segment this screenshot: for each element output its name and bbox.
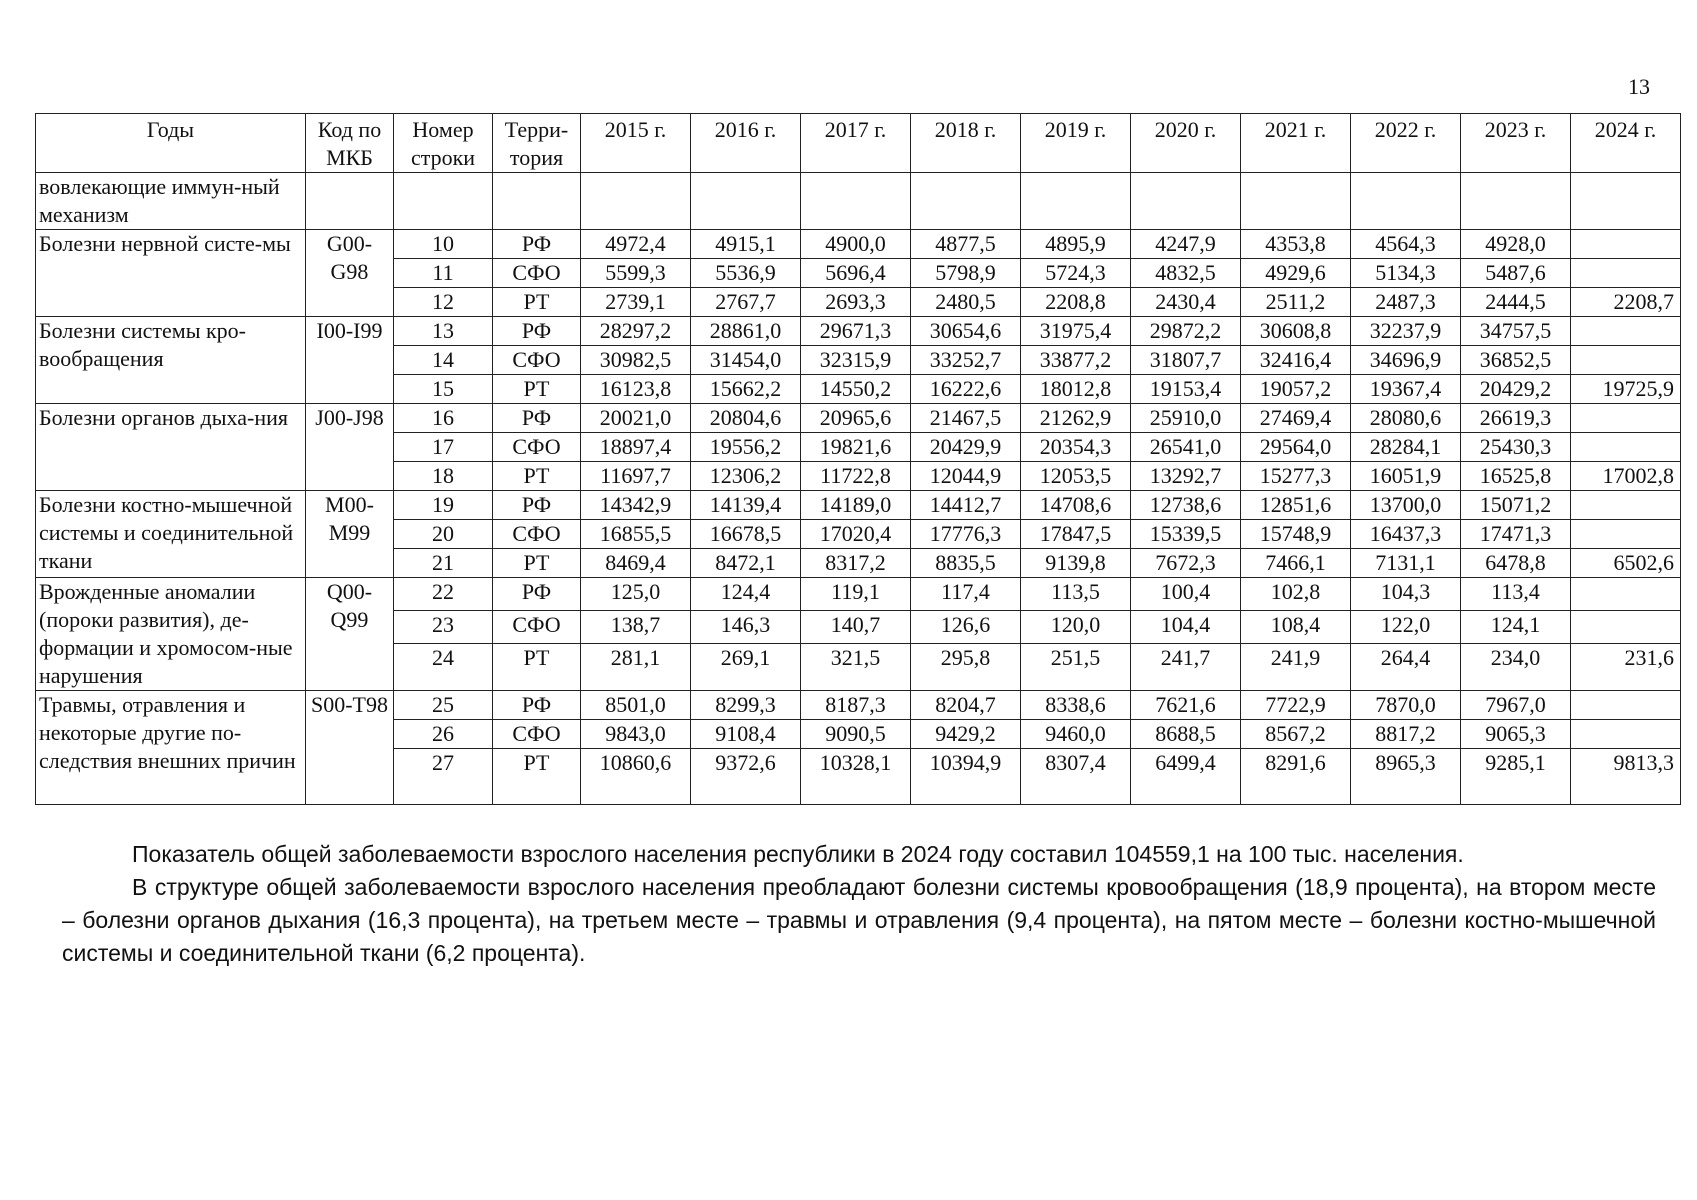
- table-row: [36, 578, 1681, 611]
- value-cell: 14412,7: [911, 491, 1021, 520]
- value-cell: [1571, 230, 1681, 259]
- value-cell: 281,1: [581, 643, 691, 690]
- value-cell: 16855,5: [581, 520, 691, 549]
- value-cell: 32315,9: [801, 346, 911, 375]
- territory-cell: СФО: [493, 259, 581, 288]
- value-cell: 26619,3: [1461, 404, 1571, 433]
- value-cell: 19057,2: [1241, 375, 1351, 404]
- value-cell: 30982,5: [581, 346, 691, 375]
- territory-cell: РФ: [493, 404, 581, 433]
- value-cell: 241,9: [1241, 643, 1351, 690]
- column-header: 2020 г.: [1131, 114, 1241, 173]
- column-header: 2023 г.: [1461, 114, 1571, 173]
- line-number-cell: 12: [394, 288, 493, 317]
- value-cell: 7967,0: [1461, 691, 1571, 720]
- value-cell: 7621,6: [1131, 691, 1241, 720]
- column-header: 2019 г.: [1021, 114, 1131, 173]
- column-header: Номер строки: [394, 114, 493, 173]
- value-cell: 17847,5: [1021, 520, 1131, 549]
- value-cell: 20429,2: [1461, 375, 1571, 404]
- value-cell: 34696,9: [1351, 346, 1461, 375]
- value-cell: 9372,6: [691, 749, 801, 805]
- line-number-cell: 27: [394, 749, 493, 805]
- territory-cell: РТ: [493, 643, 581, 690]
- value-cell: 32416,4: [1241, 346, 1351, 375]
- value-cell: 7466,1: [1241, 549, 1351, 578]
- value-cell: [1571, 317, 1681, 346]
- value-cell: 13292,7: [1131, 462, 1241, 491]
- empty-cell: [1131, 173, 1241, 230]
- value-cell: 6478,8: [1461, 549, 1571, 578]
- line-number-cell: 23: [394, 610, 493, 643]
- table-header-row: [36, 114, 1681, 173]
- page-number: 13: [1628, 74, 1650, 99]
- value-cell: 125,0: [581, 578, 691, 611]
- value-cell: 7870,0: [1351, 691, 1461, 720]
- value-cell: 5487,6: [1461, 259, 1571, 288]
- value-cell: 9065,3: [1461, 720, 1571, 749]
- value-cell: 113,5: [1021, 578, 1131, 611]
- value-cell: 20804,6: [691, 404, 801, 433]
- value-cell: 2693,3: [801, 288, 911, 317]
- column-header: Годы: [36, 114, 306, 173]
- line-number-cell: 15: [394, 375, 493, 404]
- territory-cell: РТ: [493, 288, 581, 317]
- value-cell: 21262,9: [1021, 404, 1131, 433]
- category-cell: Болезни костно-мышечной системы и соединительной ткани: [36, 491, 306, 578]
- value-cell: 8835,5: [911, 549, 1021, 578]
- value-cell: 14342,9: [581, 491, 691, 520]
- value-cell: [1571, 346, 1681, 375]
- category-cell: вовлекающие иммун-ный механизм: [36, 173, 306, 230]
- value-cell: 234,0: [1461, 643, 1571, 690]
- value-cell: 13700,0: [1351, 491, 1461, 520]
- value-cell: 19367,4: [1351, 375, 1461, 404]
- value-cell: 113,4: [1461, 578, 1571, 611]
- value-cell: 20429,9: [911, 433, 1021, 462]
- value-cell: 12053,5: [1021, 462, 1131, 491]
- value-cell: 12044,9: [911, 462, 1021, 491]
- value-cell: 251,5: [1021, 643, 1131, 690]
- icd-code-cell: G00-G98: [306, 230, 394, 317]
- value-cell: 4895,9: [1021, 230, 1131, 259]
- value-cell: 2480,5: [911, 288, 1021, 317]
- paragraph: В структуре общей заболеваемости взрослого населения преобладают болезни системы кровообращения (18,9 процента), на втором месте – болезни органов дыхания (16,3 процента), на третьем месте – травмы и отравления (9,4 процента), на пятом месте – болезни костно-мышечной системы и соединительной ткани (6,2 процента).: [62, 874, 1656, 966]
- value-cell: 2208,8: [1021, 288, 1131, 317]
- value-cell: 4564,3: [1351, 230, 1461, 259]
- value-cell: 122,0: [1351, 610, 1461, 643]
- icd-code-cell: S00-T98: [306, 691, 394, 805]
- value-cell: 12306,2: [691, 462, 801, 491]
- value-cell: 100,4: [1131, 578, 1241, 611]
- value-cell: 2208,7: [1571, 288, 1681, 317]
- line-number-cell: 26: [394, 720, 493, 749]
- value-cell: 138,7: [581, 610, 691, 643]
- territory-cell: РФ: [493, 491, 581, 520]
- category-cell: Врожденные аномалии (пороки развития), де-формации и хромосом-ные нарушения: [36, 578, 306, 691]
- value-cell: 15277,3: [1241, 462, 1351, 491]
- value-cell: 4353,8: [1241, 230, 1351, 259]
- value-cell: 15662,2: [691, 375, 801, 404]
- empty-cell: [1241, 173, 1351, 230]
- territory-cell: РТ: [493, 462, 581, 491]
- value-cell: 18897,4: [581, 433, 691, 462]
- value-cell: 8204,7: [911, 691, 1021, 720]
- value-cell: 33877,2: [1021, 346, 1131, 375]
- value-cell: 30608,8: [1241, 317, 1351, 346]
- value-cell: 19153,4: [1131, 375, 1241, 404]
- table-row: [36, 317, 1681, 346]
- value-cell: [1571, 433, 1681, 462]
- empty-cell: [1021, 173, 1131, 230]
- value-cell: 15339,5: [1131, 520, 1241, 549]
- column-header: Код по МКБ: [306, 114, 394, 173]
- value-cell: 31807,7: [1131, 346, 1241, 375]
- value-cell: 2739,1: [581, 288, 691, 317]
- column-header: 2022 г.: [1351, 114, 1461, 173]
- value-cell: 9285,1: [1461, 749, 1571, 805]
- territory-cell: РТ: [493, 375, 581, 404]
- value-cell: 20965,6: [801, 404, 911, 433]
- value-cell: 28080,6: [1351, 404, 1461, 433]
- value-cell: 9108,4: [691, 720, 801, 749]
- value-cell: 8501,0: [581, 691, 691, 720]
- value-cell: 5724,3: [1021, 259, 1131, 288]
- value-cell: 124,1: [1461, 610, 1571, 643]
- body-text: [62, 838, 1656, 970]
- value-cell: 6499,4: [1131, 749, 1241, 805]
- column-header: 2016 г.: [691, 114, 801, 173]
- value-cell: 5798,9: [911, 259, 1021, 288]
- icd-code-cell: M00-M99: [306, 491, 394, 578]
- territory-cell: РТ: [493, 549, 581, 578]
- value-cell: 10394,9: [911, 749, 1021, 805]
- value-cell: 17471,3: [1461, 520, 1571, 549]
- table-row: [36, 230, 1681, 259]
- value-cell: 28297,2: [581, 317, 691, 346]
- territory-cell: СФО: [493, 720, 581, 749]
- line-number-cell: 13: [394, 317, 493, 346]
- value-cell: 31975,4: [1021, 317, 1131, 346]
- value-cell: 29671,3: [801, 317, 911, 346]
- value-cell: 15071,2: [1461, 491, 1571, 520]
- value-cell: 31454,0: [691, 346, 801, 375]
- value-cell: 120,0: [1021, 610, 1131, 643]
- empty-cell: [1351, 173, 1461, 230]
- column-header: 2024 г.: [1571, 114, 1681, 173]
- value-cell: 2430,4: [1131, 288, 1241, 317]
- value-cell: 25430,3: [1461, 433, 1571, 462]
- value-cell: 9139,8: [1021, 549, 1131, 578]
- territory-cell: РФ: [493, 578, 581, 611]
- value-cell: 28861,0: [691, 317, 801, 346]
- line-number-cell: 10: [394, 230, 493, 259]
- value-cell: 12851,6: [1241, 491, 1351, 520]
- value-cell: [1571, 259, 1681, 288]
- value-cell: 9090,5: [801, 720, 911, 749]
- territory-cell: РФ: [493, 691, 581, 720]
- value-cell: 140,7: [801, 610, 911, 643]
- line-number-cell: 24: [394, 643, 493, 690]
- line-number-cell: 19: [394, 491, 493, 520]
- value-cell: 269,1: [691, 643, 801, 690]
- value-cell: 5134,3: [1351, 259, 1461, 288]
- continuation-row: [36, 173, 1681, 230]
- territory-cell: РТ: [493, 749, 581, 805]
- value-cell: 8688,5: [1131, 720, 1241, 749]
- value-cell: 20021,0: [581, 404, 691, 433]
- line-number-cell: 16: [394, 404, 493, 433]
- empty-cell: [911, 173, 1021, 230]
- value-cell: [1571, 610, 1681, 643]
- value-cell: 9460,0: [1021, 720, 1131, 749]
- value-cell: 20354,3: [1021, 433, 1131, 462]
- category-cell: Болезни системы кро-вообращения: [36, 317, 306, 404]
- value-cell: 8187,3: [801, 691, 911, 720]
- territory-cell: РФ: [493, 317, 581, 346]
- value-cell: 10328,1: [801, 749, 911, 805]
- empty-cell: [801, 173, 911, 230]
- value-cell: 8338,6: [1021, 691, 1131, 720]
- value-cell: [1571, 520, 1681, 549]
- value-cell: 10860,6: [581, 749, 691, 805]
- value-cell: 2511,2: [1241, 288, 1351, 317]
- table-row: [36, 691, 1681, 720]
- value-cell: 34757,5: [1461, 317, 1571, 346]
- line-number-cell: 14: [394, 346, 493, 375]
- line-number-cell: 11: [394, 259, 493, 288]
- value-cell: 17002,8: [1571, 462, 1681, 491]
- value-cell: 14139,4: [691, 491, 801, 520]
- column-header: 2015 г.: [581, 114, 691, 173]
- value-cell: 32237,9: [1351, 317, 1461, 346]
- column-header: 2021 г.: [1241, 114, 1351, 173]
- table-row: [36, 404, 1681, 433]
- value-cell: 321,5: [801, 643, 911, 690]
- value-cell: 4247,9: [1131, 230, 1241, 259]
- value-cell: 295,8: [911, 643, 1021, 690]
- value-cell: 19725,9: [1571, 375, 1681, 404]
- value-cell: 25910,0: [1131, 404, 1241, 433]
- value-cell: 119,1: [801, 578, 911, 611]
- value-cell: 9843,0: [581, 720, 691, 749]
- value-cell: [1571, 491, 1681, 520]
- value-cell: 8317,2: [801, 549, 911, 578]
- territory-cell: СФО: [493, 346, 581, 375]
- empty-cell: [691, 173, 801, 230]
- empty-cell: [581, 173, 691, 230]
- category-cell: Болезни органов дыха-ния: [36, 404, 306, 491]
- value-cell: 2444,5: [1461, 288, 1571, 317]
- value-cell: 4915,1: [691, 230, 801, 259]
- value-cell: 33252,7: [911, 346, 1021, 375]
- icd-code-cell: Q00-Q99: [306, 578, 394, 691]
- value-cell: 8965,3: [1351, 749, 1461, 805]
- value-cell: 36852,5: [1461, 346, 1571, 375]
- table-row: [36, 491, 1681, 520]
- territory-cell: РФ: [493, 230, 581, 259]
- value-cell: 146,3: [691, 610, 801, 643]
- value-cell: 14550,2: [801, 375, 911, 404]
- value-cell: 21467,5: [911, 404, 1021, 433]
- value-cell: 104,4: [1131, 610, 1241, 643]
- value-cell: 6502,6: [1571, 549, 1681, 578]
- icd-code-cell: J00-J98: [306, 404, 394, 491]
- value-cell: 241,7: [1131, 643, 1241, 690]
- value-cell: 7672,3: [1131, 549, 1241, 578]
- value-cell: 16051,9: [1351, 462, 1461, 491]
- value-cell: 16678,5: [691, 520, 801, 549]
- value-cell: 16222,6: [911, 375, 1021, 404]
- value-cell: 12738,6: [1131, 491, 1241, 520]
- value-cell: 8472,1: [691, 549, 801, 578]
- value-cell: 104,3: [1351, 578, 1461, 611]
- value-cell: 2767,7: [691, 288, 801, 317]
- value-cell: 5536,9: [691, 259, 801, 288]
- value-cell: 18012,8: [1021, 375, 1131, 404]
- value-cell: 5696,4: [801, 259, 911, 288]
- paragraph: Показатель общей заболеваемости взрослого населения республики в 2024 году составил 104559,1 на 100 тыс. населения.: [132, 841, 1464, 867]
- empty-cell: [493, 173, 581, 230]
- value-cell: 11722,8: [801, 462, 911, 491]
- value-cell: 16123,8: [581, 375, 691, 404]
- value-cell: 124,4: [691, 578, 801, 611]
- value-cell: 8567,2: [1241, 720, 1351, 749]
- value-cell: 16437,3: [1351, 520, 1461, 549]
- territory-cell: СФО: [493, 610, 581, 643]
- value-cell: [1571, 404, 1681, 433]
- empty-cell: [1571, 173, 1681, 230]
- column-header: 2018 г.: [911, 114, 1021, 173]
- value-cell: [1571, 720, 1681, 749]
- line-number-cell: 22: [394, 578, 493, 611]
- column-header: Терри-тория: [493, 114, 581, 173]
- territory-cell: СФО: [493, 433, 581, 462]
- line-number-cell: 18: [394, 462, 493, 491]
- value-cell: 7722,9: [1241, 691, 1351, 720]
- category-cell: Болезни нервной систе-мы: [36, 230, 306, 317]
- value-cell: 108,4: [1241, 610, 1351, 643]
- value-cell: 8291,6: [1241, 749, 1351, 805]
- value-cell: 9813,3: [1571, 749, 1681, 805]
- icd-code-cell: I00-I99: [306, 317, 394, 404]
- value-cell: 4877,5: [911, 230, 1021, 259]
- value-cell: 29564,0: [1241, 433, 1351, 462]
- value-cell: 28284,1: [1351, 433, 1461, 462]
- value-cell: 9429,2: [911, 720, 1021, 749]
- value-cell: 17776,3: [911, 520, 1021, 549]
- column-header: 2017 г.: [801, 114, 911, 173]
- value-cell: [1571, 691, 1681, 720]
- value-cell: 4832,5: [1131, 259, 1241, 288]
- value-cell: 231,6: [1571, 643, 1681, 690]
- value-cell: 4900,0: [801, 230, 911, 259]
- line-number-cell: 20: [394, 520, 493, 549]
- line-number-cell: 17: [394, 433, 493, 462]
- value-cell: [1571, 578, 1681, 611]
- value-cell: 5599,3: [581, 259, 691, 288]
- value-cell: 126,6: [911, 610, 1021, 643]
- value-cell: 4972,4: [581, 230, 691, 259]
- empty-cell: [394, 173, 493, 230]
- value-cell: 19556,2: [691, 433, 801, 462]
- value-cell: 17020,4: [801, 520, 911, 549]
- value-cell: 14189,0: [801, 491, 911, 520]
- value-cell: 264,4: [1351, 643, 1461, 690]
- value-cell: 26541,0: [1131, 433, 1241, 462]
- morbidity-table: [35, 113, 1681, 805]
- value-cell: 8299,3: [691, 691, 801, 720]
- value-cell: 19821,6: [801, 433, 911, 462]
- value-cell: 8817,2: [1351, 720, 1461, 749]
- value-cell: 8469,4: [581, 549, 691, 578]
- value-cell: 14708,6: [1021, 491, 1131, 520]
- value-cell: 2487,3: [1351, 288, 1461, 317]
- empty-cell: [306, 173, 394, 230]
- value-cell: 16525,8: [1461, 462, 1571, 491]
- value-cell: 7131,1: [1351, 549, 1461, 578]
- value-cell: 29872,2: [1131, 317, 1241, 346]
- value-cell: 8307,4: [1021, 749, 1131, 805]
- value-cell: 4928,0: [1461, 230, 1571, 259]
- territory-cell: СФО: [493, 520, 581, 549]
- value-cell: 102,8: [1241, 578, 1351, 611]
- value-cell: 15748,9: [1241, 520, 1351, 549]
- value-cell: 30654,6: [911, 317, 1021, 346]
- value-cell: 117,4: [911, 578, 1021, 611]
- value-cell: 4929,6: [1241, 259, 1351, 288]
- line-number-cell: 25: [394, 691, 493, 720]
- value-cell: 11697,7: [581, 462, 691, 491]
- empty-cell: [1461, 173, 1571, 230]
- category-cell: Травмы, отравления и некоторые другие по-следствия внешних причин: [36, 691, 306, 805]
- value-cell: 27469,4: [1241, 404, 1351, 433]
- line-number-cell: 21: [394, 549, 493, 578]
